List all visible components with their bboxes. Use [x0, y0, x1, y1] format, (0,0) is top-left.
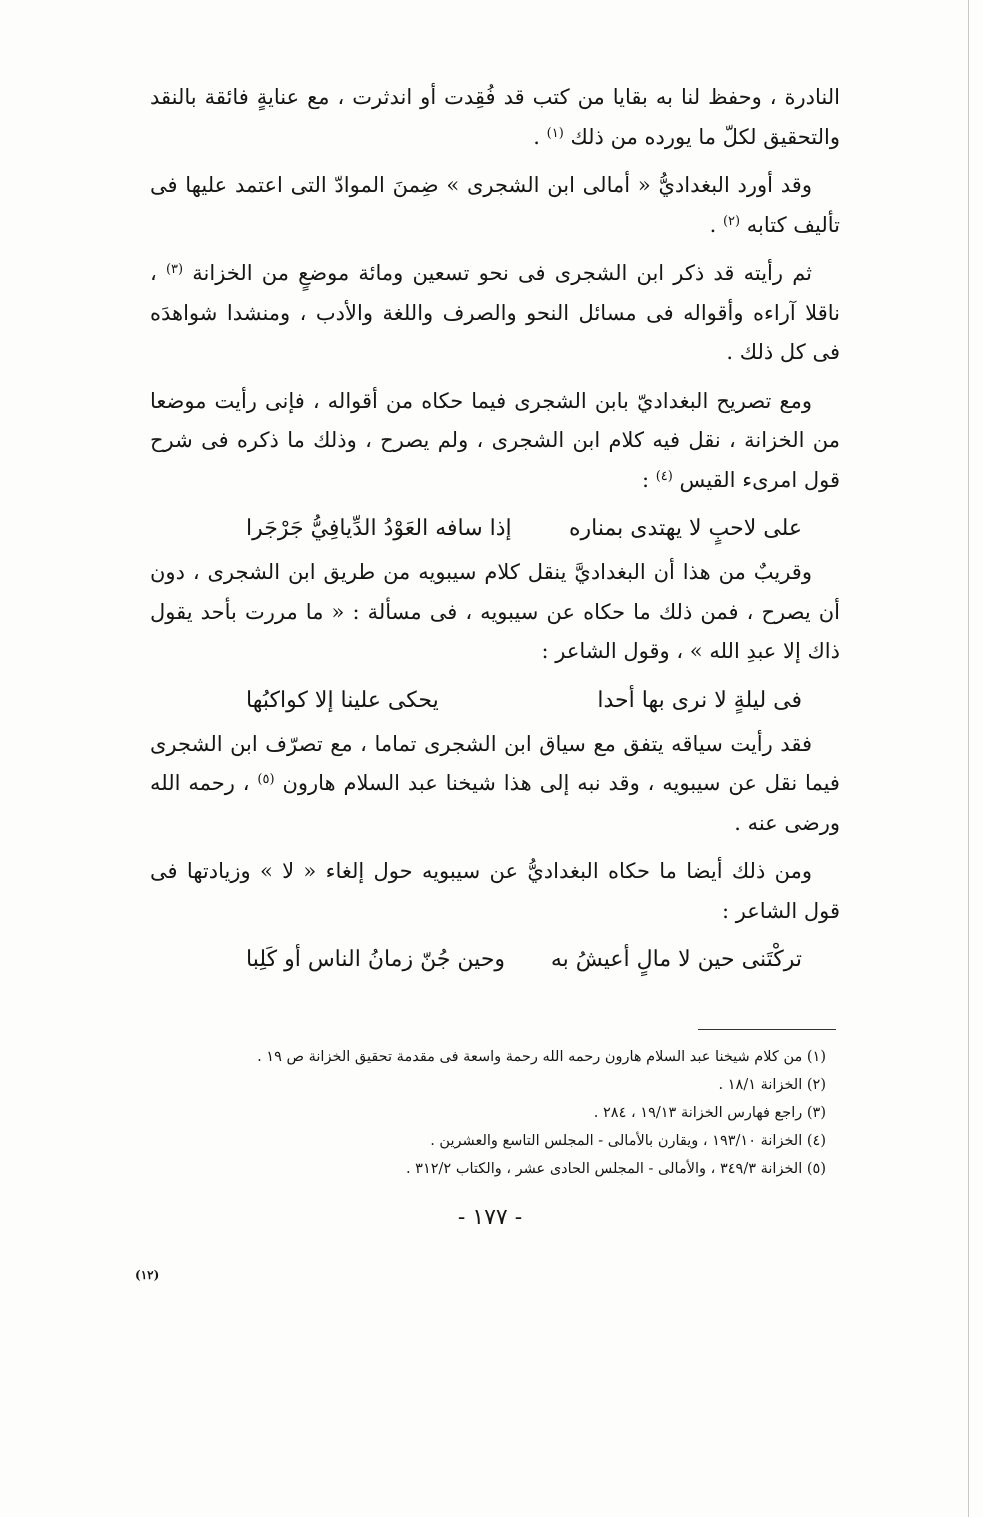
verse-2-second-hemistich: يحكى علينا إلا كواكبُها [246, 687, 439, 713]
verse-3 [150, 940, 840, 980]
verse-3-second-hemistich: وحين جُنّ زمانُ الناس أو كَلِبا [246, 947, 506, 972]
paragraph-7: ومن ذلك أيضا ما حكاه البغداديُّ عن سيبويه حول إلغاء « لا » وزيادتها فى قول الشاعر : [150, 859, 840, 923]
footnote-separator [698, 1029, 836, 1030]
verse-1-first-hemistich: على لاحبٍ لا يهتدى بمناره [568, 516, 802, 541]
footnote-ref-5: (٥) [257, 772, 275, 787]
verse-3-first-hemistich: تركْتَنى حين لا مالٍ أعيشُ به [550, 947, 802, 972]
footnote-1: (١) من كلام شيخنا عبد السلام هارون رحمه الله رحمة واسعة فى مقدمة تحقيق الخزانة ص ١٩ . [257, 1049, 826, 1065]
page-number: - ١٧٧ - [457, 1205, 523, 1230]
verse-1 [150, 509, 840, 549]
footnote-ref-4: (٤) [655, 468, 673, 484]
signature-mark: (١٢) [135, 1268, 160, 1282]
footnote-4: (٤) الخزانة ١٩٣/١٠ ، ويقارن بالأمالى - المجلس التاسع والعشرين . [430, 1133, 826, 1149]
paragraph-3: ثم رأيته قد ذكر ابن الشجرى فى نحو تسعين ومائة موضعٍ من الخزانة $^{(٣)}$ ، ناقلا آراءه وأقواله فى مسائل النحو والصرف واللغة والأدب ، ومنشدا شواهدَه فى كل ذلك . [150, 261, 840, 364]
scan-edge-line [968, 0, 969, 1517]
footnote-ref-2: (٢) [722, 213, 741, 229]
main-text [150, 78, 840, 984]
paragraph-1: النادرة ، وحفظ لنا به بقايا من كتب قد فُقِدت أو اندثرت ، مع عنايةٍ فائقة بالنقد والتحقيق لكلّ ما يورده من ذلك $^{(١)}$ . [150, 85, 840, 149]
paragraph-4: ومع تصريح البغداديّ بابن الشجرى فيما حكاه من أقواله ، فإنى رأيت موضعا من الخزانة ، نقل فيه كلام ابن الشجرى ، ولم يصرح ، وذلك ما ذكره فى شرح قول امرىء القيس $^{(٤)}$ : [150, 388, 840, 492]
paragraph-2: وقد أورد البغداديُّ « أمالى ابن الشجرى » ضِمنَ الموادّ التى اعتمد عليها فى تأليف كتابه $^{(٢)}$ . [150, 173, 840, 237]
verse-2-first-hemistich: فى ليلةٍ لا نرى بها أحدا [597, 687, 802, 713]
verse-1-second-hemistich: إذا سافه العَوْدُ الدِّيافِيُّ جَرْجَرا [246, 516, 512, 541]
footnote-ref-3: (٣) [165, 262, 184, 277]
footnotes [150, 1043, 826, 1183]
footnote-2: (٢) الخزانة ١٨/١ . [718, 1077, 826, 1093]
footnote-ref-1: (١) [546, 125, 564, 141]
paragraph-5: وقريبٌ من هذا أن البغداديَّ ينقل كلام سيبويه من طريق ابن الشجرى ، دون أن يصرح ، فمن ذلك ما حكاه عن سيبويه ، فى مسألة : « ما مررت بأحد يقول ذاك إلا عبدِ الله » ، وقول الشاعر : [150, 560, 840, 663]
paragraph-6: فقد رأيت سياقه يتفق مع سياق ابن الشجرى تماما ، مع تصرّف ابن الشجرى فيما نقل عن سيبويه ، وقد نبه إلى هذا شيخنا عبد السلام هارون $^{(٥)}$ ، رحمه الله ورضى عنه . [150, 731, 840, 835]
footnote-5: (٥) الخزانة ٣٤٩/٣ ، والأمالى - المجلس الحادى عشر ، والكتاب ٣١٢/٢ . [405, 1161, 826, 1177]
verse-2 [150, 681, 840, 721]
footnote-3: (٣) راجع فهارس الخزانة ١٩/١٣ ، ٢٨٤ . [593, 1105, 826, 1121]
